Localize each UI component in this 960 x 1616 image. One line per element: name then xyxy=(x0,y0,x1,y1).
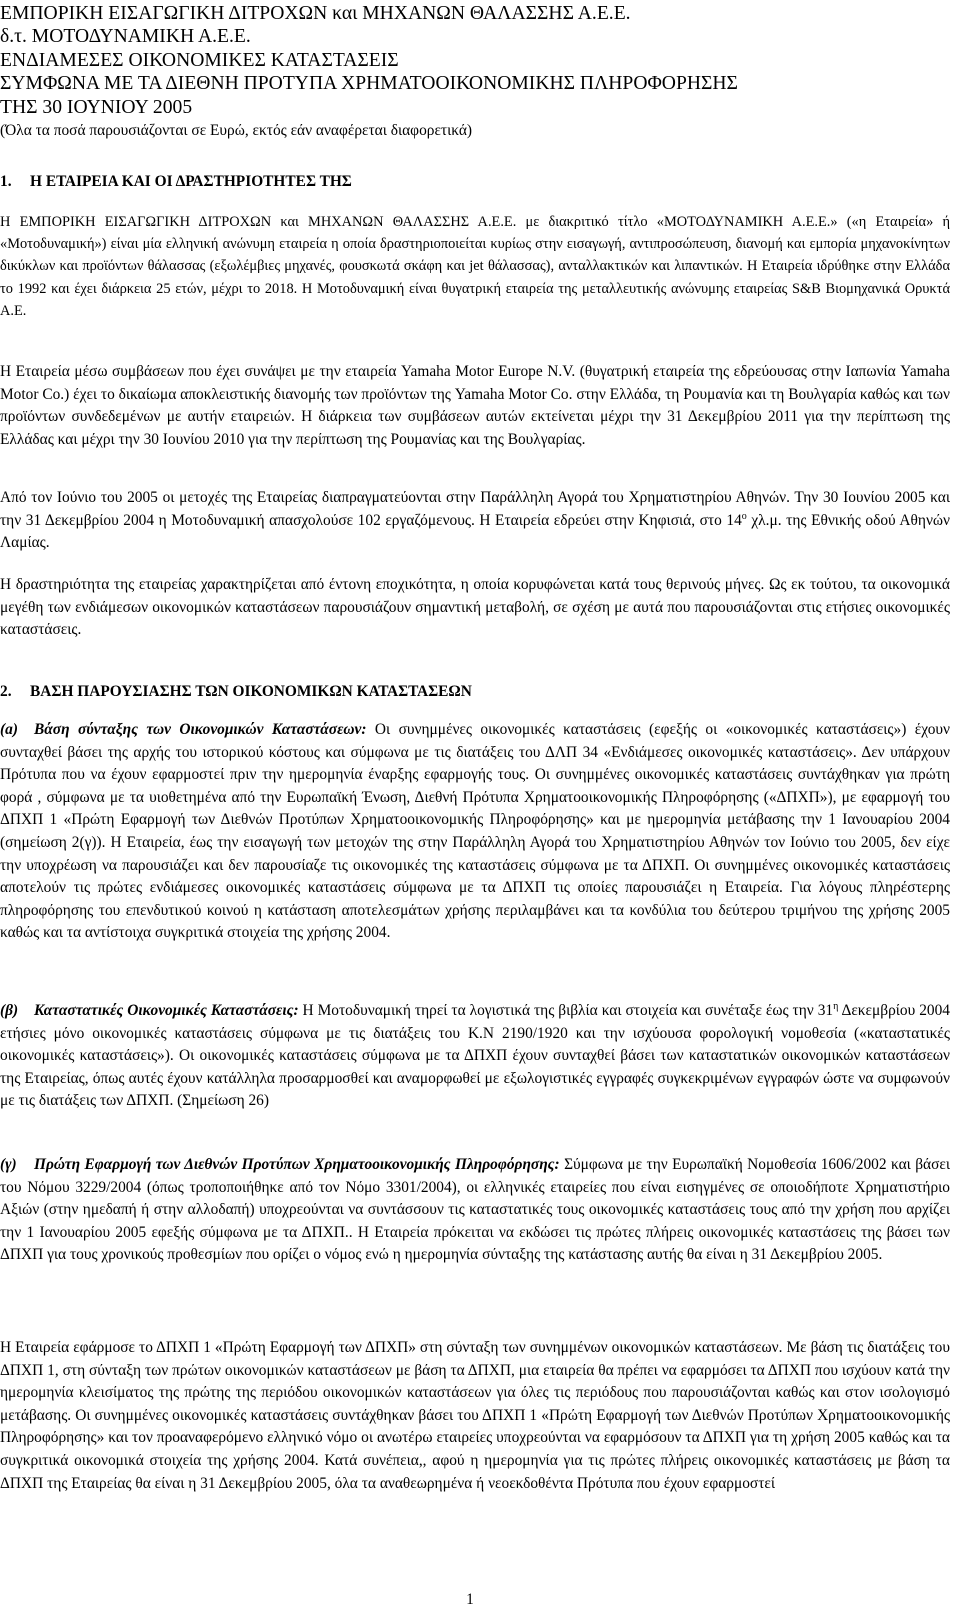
report-date: ΤΗΣ 30 ΙΟΥΝΙΟΥ 2005 xyxy=(0,96,193,118)
item-b-title: Καταστατικές Οικονομικές Καταστάσεις: xyxy=(34,1002,299,1019)
currency-note: (Όλα τα ποσά παρουσιάζονται σε Ευρώ, εκτός εάν αναφέρεται διαφορετικά) xyxy=(0,122,473,140)
company-name: ΕΜΠΟΡΙΚΗ ΕΙΣΑΓΩΓΙΚΗ ΔΙΤΡΟΧΩΝ και ΜΗΧΑΝΩΝ ΘΑΛΑΣΣΗΣ Α.Ε.Ε. xyxy=(0,3,631,24)
trade-name: δ.τ. ΜΟΤΟΔΥΝΑΜΙΚΗ Α.Ε.Ε. xyxy=(0,26,251,48)
item-c-title: Πρώτη Εφαρμογή των Διεθνών Προτύπων Χρηματοοικονομικής Πληροφόρησης: xyxy=(34,1156,560,1173)
section-1-para-1: Η ΕΜΠΟΡΙΚΗ ΕΙΣΑΓΩΓΙΚΗ ΔΙΤΡΟΧΩΝ και ΜΗΧΑΝΩΝ ΘΑΛΑΣΣΗΣ Α.Ε.Ε. με διακριτικό τίτλο «ΜΟΤΟΔΥΝΑΜΙΚΗ Α.Ε.Ε.» («η Εταιρεία» ή «Μοτοδυναμική») είναι μία ελληνική ανώνυμη εταιρεία η οποία δραστηριοποιείται κυρίως στην εισαγωγή, αντιπροσώπευση, διανομή και εμπορία μηχανοκίνητων δικύκλων και προϊόντων θάλασσας (εξωλέμβιες μηχανές, φουσκωτά σκάφη και jet θάλασσας), ανταλλακτικών και λιπαντικών. Η Εταιρεία ιδρύθηκε στην Ελλάδα το 1992 και έχει διάρκεια 25 ετών, μέχρι το 2018. Η Μοτοδυναμική είναι θυγατρική εταιρεία της μεταλλευτικής ανώνυμης εταιρείας S&B Βιομηχανικά Ορυκτά Α.Ε. xyxy=(0,214,950,319)
standards-line: ΣΥΜΦΩΝΑ ΜΕ ΤΑ ΔΙΕΘΝΗ ΠΡΟΤΥΠΑ ΧΡΗΜΑΤΟΟΙΚΟΝΟΜΙΚΗΣ ΠΛΗΡΟΦΟΡΗΣΗΣ xyxy=(0,73,738,95)
statements-title: ΕΝΔΙΑΜΕΣΕΣ ΟΙΚΟΝΟΜΙΚΕΣ ΚΑΤΑΣΤΑΣΕΙΣ xyxy=(0,49,399,71)
item-a-title: Βάση σύνταξης των Οικονομικών Καταστάσεων: xyxy=(34,721,367,738)
section-2-item-c: (γ) Πρώτη Εφαρμογή των Διεθνών Προτύπων Χρηματοοικονομικής Πληροφόρησης: Σύμφωνα με την Ευρωπαϊκή Νομοθεσία 1606/2002 και βάσει του Νόμου 3229/2004 (όπως τροποποιήθηκε από τον Νόμο 3301/2004), οι ελληνικές εταιρείες που είναι εισηγμένες σε οποιοδήποτε Χρηματιστήριο Αξιών (στην ημεδαπή ή στην αλλοδαπή) υποχρεούνται να συντάσσουν τις καταστατικές τους οικονομικές καταστάσεις τους από την χρήση που αρχίζει την 1 Ιανουαρίου 2005 εφεξής σύμφωνα με τα ΔΠΧΠ.. Η Εταιρεία πρόκειται να εκδώσει τις πρώτες πλήρεις οικονομικές καταστάσεις της βάσει των ΔΠΧΠ για τους χρονικούς προθεσμίων που ορίζει ο νόμος ενώ η ημερομηνία σύνταξης της κατάστασης αυτής θα είναι η 31 Δεκεμβρίου 2005. xyxy=(0,1156,951,1264)
section-2-item-c-para-2: Η Εταιρεία εφάρμοσε το ΔΠΧΠ 1 «Πρώτη Εφαρμογή των ΔΠΧΠ» στη σύνταξη των συνημμένων οικονομικών καταστάσεων. Με βάση τις διατάξεις του ΔΠΧΠ 1, στη σύνταξη των πρώτων οικονομικών καταστάσεων με βάση τα ΔΠΧΠ, μια εταιρεία θα πρέπει να εφαρμόσει τα ΔΠΧΠ που ισχύουν κατά την ημερομηνία κλεισίματος της πρώτης της περιόδου οικονομικών καταστάσεων για όλες τις περιόδους που παρουσιάζονται καθώς και στον ισολογισμό μετάβασης. Οι συνημμένες οικονομικές καταστάσεις συντάχθηκαν βάσει του ΔΠΧΠ 1 «Πρώτη Εφαρμογή των Διεθνών Προτύπων Χρηματοοικονομικής Πληροφόρησης» και τον προαναφερόμενο ελληνικό νόμο οι ανωτέρω εταιρείες υποχρεούνται να εφαρμόσουν τα ΔΠΧΠ για τη χρήση 2005 καθώς και τα συγκριτικά οικονομικά στοιχεία της χρήσης 2004. Κατά συνέπεια,, αφού η ημερομηνία για τις πρώτες πλήρεις οικονομικές καταστάσεις με βάση τα ΔΠΧΠ της Εταιρείας θα είναι η 31 Δεκεμβρίου 2005, όλα τα αναθεωρημένα ή νεοεκδοθέντα Πρότυπα που έχουν εφαρμοστεί xyxy=(0,1339,950,1492)
section-1-heading: 1. Η ΕΤΑΙΡΕΙΑ ΚΑΙ ΟΙ ΔΡΑΣΤΗΡΙΟΤΗΤΕΣ ΤΗΣ xyxy=(0,173,352,190)
section-2-item-a: (a) Βάση σύνταξης των Οικονομικών Καταστάσεων: Οι συνημμένες οικονομικές καταστάσεις (εφεξής οι «οικονομικές καταστάσεις») έχουν συνταχθεί βάσει της αρχής του ιστορικού κόστους και σύμφωνα με τις διατάξεις του ΔΛΠ 34 «Ενδιάμεσες οικονομικές καταστάσεις». Δεν υπάρχουν Πρότυπα που να έχουν εφαρμοστεί πριν την ημερομηνία έναρξης εφαρμογής τους. Οι συνημμένες οικονομικές καταστάσεις συντάχθηκαν για πρώτη φορά , σύμφωνα με τα υιοθετημένα από την Ευρωπαϊκή Ένωση, Διεθνή Πρότυπα Χρηματοοικονομικής Πληροφόρησης («ΔΠΧΠ»), με εφαρμογή του ΔΠΧΠ 1 «Πρώτη Εφαρμογή των Διεθνών Προτύπων Χρηματοοικονομικής Πληροφόρησης» και με ημερομηνία μετάβασης την 1 Ιανουαρίου 2004 (σημείωση 2(γ)). Η Εταιρεία, έως την εισαγωγή των μετοχών της στην Παράλληλη Αγορά του Χρηματιστηρίου Αθηνών τον Ιούνιο του 2005, δεν είχε την υποχρέωση να παρουσιάζει και δεν παρουσίαζε τις οικονομικές της καταστάσεις σύμφωνα με τα ΔΠΧΠ. Οι συνημμένες οικονομικές καταστάσεις αποτελούν τις πρώτες ενδιάμεσες οικονομικές καταστάσεις σύμφωνα με τα ΔΠΧΠ τις οποίες παρουσιάζει η Εταιρεία. Για λόγους πληρέστερης πληροφόρησης του επενδυτικού κοινού η κατάσταση αποτελεσμάτων χρήσης περιλαμβάνει και τα κονδύλια του δεύτερου τριμήνου της χρήσης 2005 καθώς και τα αντίστοιχα συγκριτικά στοιχεία της χρήσης 2004. xyxy=(0,721,951,942)
document-header xyxy=(0,2,956,142)
section-1-para-2: Η Εταιρεία μέσω συμβάσεων που έχει συνάψει με την εταιρεία Yamaha Motor Europe N.V. (θυγατρική εταιρεία της εδρεύουσας στην Ιαπωνία Yamaha Motor Co.) έχει το δικαίωμα αποκλειστικής διανομής των προϊόντων της Yamaha Motor Co. στην Ελλάδα, τη Ρουμανία και τη Βουλγαρία καθώς και των προϊόντων συνδεδεμένων με αυτήν εταιρειών. Η διάρκεια των συμβάσεων αυτών εκτείνεται μέχρι την 31 Δεκεμβρίου 2011 για την περίπτωση της Ελλάδας και μέχρι την 30 Ιουνίου 2010 για την περίπτωση της Ρουμανίας και της Βουλγαρίας. xyxy=(0,363,950,448)
section-1-para-4: Η δραστηριότητα της εταιρείας χαρακτηρίζεται από έντονη εποχικότητα, η οποία κορυφώνεται κατά τους θερινούς μήνες. Ως εκ τούτου, τα οικονομικά μεγέθη των ενδιάμεσων οικονομικών καταστάσεων παρουσιάζουν σημαντική μεταβολή, σε σχέση με αυτά που παρουσιάζονται στις ετήσιες οικονομικές καταστάσεις. xyxy=(0,576,950,639)
section-2-heading: 2. ΒΑΣΗ ΠΑΡΟΥΣΙΑΣΗΣ ΤΩΝ ΟΙΚΟΝΟΜΙΚΩΝ ΚΑΤΑΣΤΑΣΕΩΝ xyxy=(0,683,472,700)
section-1-para-3: Από τον Ιούνιο του 2005 οι μετοχές της Εταιρείας διαπραγματεύονται στην Παράλληλη Αγορά του Χρηματιστηρίου Αθηνών. Την 30 Ιουνίου 2005 και την 31 Δεκεμβρίου 2004 η Μοτοδυναμική απασχολούσε 102 εργαζόμενους. Η Εταιρεία εδρεύει στην Κηφισιά, στο $14^o$ χλ.μ. της Εθνικής οδού Αθηνών Λαμίας. xyxy=(0,489,950,552)
page-number: 1 xyxy=(466,1591,474,1608)
section-2-item-b: (β) Καταστατικές Οικονομικές Καταστάσεις: Η Μοτοδυναμική τηρεί τα λογιστικά της βιβλία και στοιχεία και συνέταξε έως την $31^\eta$ Δεκεμβρίου 2004 ετήσιες μόνο οικονομικές καταστάσεις σύμφωνα με τις διατάξεις του Κ.Ν 2190/1920 και την ισχύουσα φορολογική νομοθεσία («καταστατικές οικονομικές καταστάσεις»). Οι οικονομικές καταστάσεις σύμφωνα με τα ΔΠΧΠ έχουν συνταχθεί βάσει των καταστατικών οικονομικών καταστάσεων της Εταιρείας, όπως αυτές έχουν κατάλληλα προσαρμοσθεί και αναμορφωθεί με εξωλογιστικές εγγραφές συγκεκριμένων εγγραφών ώστε να συμφωνούν με τις διατάξεις των ΔΠΧΠ. (Σημείωση 26) xyxy=(0,1001,950,1110)
